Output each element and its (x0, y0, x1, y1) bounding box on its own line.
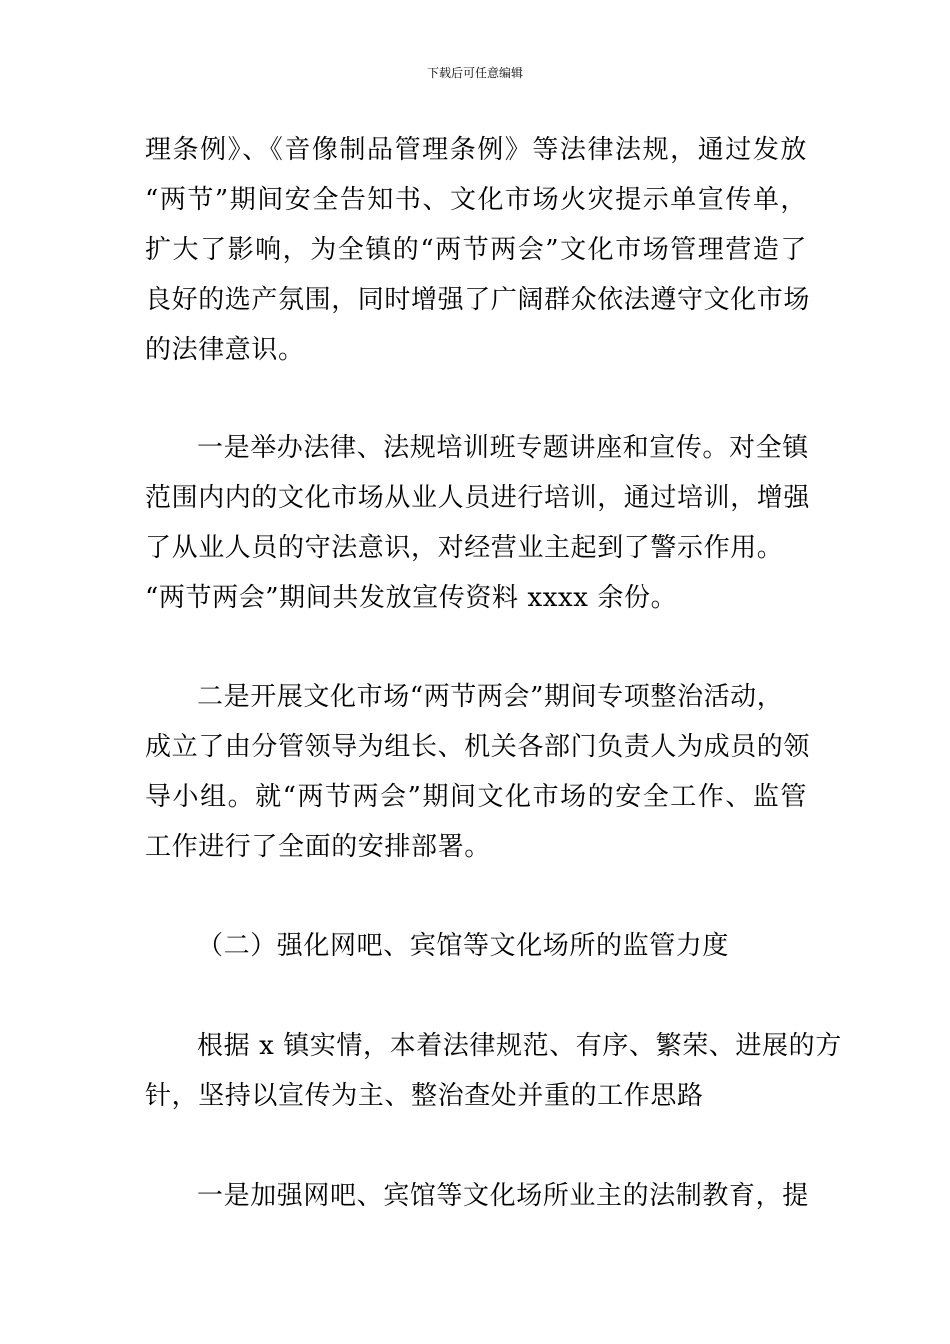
text-line: “两节两会”期间共发放宣传资料 xxxx 余份。 (145, 583, 678, 613)
text-line: 扩大了影响，为全镇的“两节两会”文化市场管理营造了 (145, 235, 807, 265)
text-line: 导小组。就“两节两会”期间文化市场的安全工作、监管 (145, 782, 807, 812)
text-line: 的法律意识。 (145, 335, 305, 365)
text-line: “两节”期间安全告知书、文化市场火灾提示单宣传单， (145, 185, 807, 215)
paragraph-first-line: 根据 x 镇实情，本着法律规范、有序、繁荣、进展的方 (197, 1031, 842, 1061)
page-header-note: 下载后可任意编辑 (426, 66, 523, 80)
paragraph-first-line: 一是加强网吧、宾馆等文化场所业主的法制教育，提 (197, 1181, 809, 1211)
text-line: 成立了由分管领导为组长、机关各部门负责人为成员的领 (145, 732, 811, 762)
paragraph-first-line: 一是举办法律、法规培训班专题讲座和宣传。对全镇 (197, 433, 809, 463)
text-line: 针，坚持以宣传为主、整治查处并重的工作思路 (145, 1081, 704, 1111)
text-line: 工作进行了全面的安排部署。 (145, 832, 491, 862)
text-line: 了从业人员的守法意识，对经营业主起到了警示作用。 (145, 533, 784, 563)
paragraph-first-line: 二是开展文化市场“两节两会”期间专项整治活动， (197, 682, 784, 712)
section-heading: （二）强化网吧、宾馆等文化场所的监管力度 (197, 931, 730, 961)
text-line: 良好的选产氛围，同时增强了广阔群众依法遵守文化市场 (145, 285, 811, 315)
text-line: 范围内内的文化市场从业人员进行培训，通过培训，增强 (145, 483, 811, 513)
text-line: 理条例》、《音像制品管理条例》等法律法规，通过发放 (145, 135, 807, 165)
